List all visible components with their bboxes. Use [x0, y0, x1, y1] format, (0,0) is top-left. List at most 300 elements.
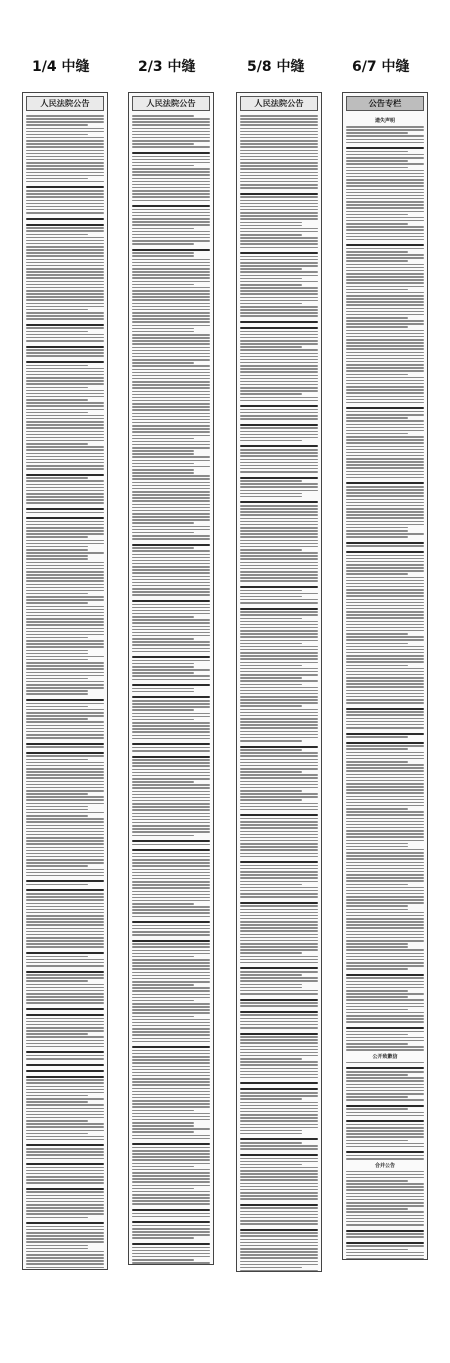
- text-line: [132, 190, 210, 192]
- text-line: [26, 237, 104, 239]
- text-line: [240, 1111, 318, 1113]
- text-line: [346, 204, 424, 206]
- text-line: [346, 774, 424, 776]
- gutter-strip-5-8: [236, 92, 322, 1272]
- text-line: [240, 459, 318, 461]
- text-line: [346, 1112, 424, 1114]
- text-line: [26, 134, 88, 136]
- text-line: [132, 516, 210, 518]
- column-title-4: 6/7 中缝: [352, 59, 410, 75]
- text-line: [132, 791, 210, 793]
- text-line: [346, 236, 424, 238]
- text-line: [240, 1239, 318, 1241]
- text-line: [132, 925, 210, 927]
- strip-header: 人民法院公告: [26, 96, 104, 111]
- text-line: [26, 1226, 104, 1228]
- text-line: [346, 367, 424, 369]
- text-line: [346, 1077, 424, 1079]
- text-line: [26, 309, 88, 311]
- text-line: [240, 715, 318, 717]
- text-line: [346, 896, 424, 898]
- text-line: [132, 703, 210, 705]
- text-line: [132, 532, 194, 534]
- text-line: [132, 762, 210, 764]
- text-line: [26, 1245, 88, 1247]
- text-line: [132, 134, 210, 136]
- text-line: [346, 1130, 424, 1132]
- text-line: [346, 1120, 424, 1122]
- text-line: [26, 405, 104, 407]
- text-line: [240, 861, 318, 863]
- text-line: [26, 709, 104, 711]
- text-line: [26, 728, 104, 730]
- text-line: [240, 327, 318, 329]
- text-line: [240, 1049, 318, 1051]
- text-line: [132, 224, 210, 226]
- text-line: [26, 178, 88, 180]
- text-line: [132, 894, 210, 896]
- text-line: [346, 1183, 424, 1185]
- text-line: [346, 686, 424, 688]
- text-line: [26, 662, 104, 664]
- text-line: [346, 311, 424, 313]
- text-line: [26, 1232, 104, 1234]
- text-line: [346, 1205, 424, 1207]
- text-line: [132, 1009, 210, 1011]
- text-line: [26, 306, 104, 308]
- text-line: [26, 387, 88, 389]
- text-line: [240, 596, 302, 598]
- text-line: [346, 595, 424, 597]
- text-line: [240, 724, 318, 726]
- text-line: [26, 299, 104, 301]
- text-line: [132, 965, 210, 967]
- text-line: [346, 589, 424, 591]
- text-line: [240, 1167, 318, 1169]
- text-line: [26, 1154, 104, 1156]
- text-line: [240, 737, 318, 739]
- text-line: [346, 239, 424, 241]
- text-line: [240, 912, 318, 914]
- text-line: [346, 298, 424, 300]
- text-line: [346, 407, 424, 409]
- text-line: [346, 733, 424, 735]
- text-line: [26, 1257, 104, 1259]
- text-line: [26, 1104, 104, 1106]
- text-line: [240, 821, 318, 823]
- text-line: [346, 399, 424, 401]
- text-line: [346, 1249, 408, 1251]
- text-line: [132, 688, 194, 690]
- text-line: [132, 735, 210, 737]
- text-line: [240, 268, 302, 270]
- text-line: [346, 721, 424, 723]
- text-line: [346, 527, 408, 529]
- text-line: [346, 542, 424, 544]
- text-line: [132, 1062, 210, 1064]
- text-line: [132, 844, 210, 846]
- text-line: [346, 561, 424, 563]
- text-line: [132, 309, 210, 311]
- text-line: [240, 375, 318, 377]
- text-line: [132, 196, 210, 198]
- text-line: [132, 321, 210, 323]
- text-line: [26, 825, 104, 827]
- text-line: [26, 437, 104, 439]
- text-line: [132, 325, 210, 327]
- text-line: [240, 209, 318, 211]
- text-line: [132, 200, 210, 202]
- text-line: [346, 226, 424, 228]
- text-line: [346, 977, 424, 979]
- text-line: [132, 184, 210, 186]
- text-line: [240, 212, 318, 214]
- text-line: [346, 968, 408, 970]
- text-line: [346, 868, 424, 870]
- text-line: [240, 540, 318, 542]
- text-line: [346, 764, 424, 766]
- text-line: [346, 1242, 424, 1244]
- text-line: [240, 1242, 318, 1244]
- text-line: [132, 397, 210, 399]
- text-line: [240, 1207, 318, 1209]
- text-line: [132, 406, 210, 408]
- text-line: [346, 320, 424, 322]
- text-line: [346, 420, 424, 422]
- text-line: [240, 390, 318, 392]
- text-line: [26, 390, 104, 392]
- text-line: [346, 355, 424, 357]
- text-line: [132, 900, 210, 902]
- text-line: [240, 1198, 318, 1200]
- text-line: [132, 1213, 210, 1215]
- text-line: [346, 1027, 424, 1029]
- text-line: [346, 921, 424, 923]
- text-line: [132, 972, 210, 974]
- text-line: [132, 750, 210, 752]
- text-line: [132, 626, 210, 628]
- text-line: [346, 505, 424, 507]
- text-line: [132, 419, 210, 421]
- text-line: [346, 974, 424, 976]
- text-line: [132, 1084, 210, 1086]
- gutter-strip-1-4: [22, 92, 108, 1270]
- text-line: [240, 356, 318, 358]
- text-line: [346, 1021, 424, 1023]
- text-line: [132, 535, 210, 537]
- text-line: [240, 853, 318, 855]
- text-line: [240, 143, 318, 145]
- text-line: [132, 1097, 210, 1099]
- text-line: [26, 656, 104, 658]
- text-line: [132, 140, 210, 142]
- text-line: [240, 331, 318, 333]
- text-line: [26, 1008, 104, 1010]
- text-line: [132, 700, 210, 702]
- text-line: [346, 748, 408, 750]
- text-line: [26, 912, 104, 914]
- text-line: [240, 1145, 318, 1147]
- text-line: [132, 228, 194, 230]
- text-line: [132, 1228, 210, 1230]
- strip-header: 人民法院公告: [240, 96, 318, 111]
- text-line: [132, 303, 210, 305]
- text-line: [346, 580, 424, 582]
- text-line: [132, 825, 210, 827]
- text-line: [26, 1082, 104, 1084]
- text-line: [26, 815, 88, 817]
- text-line: [132, 756, 210, 758]
- text-line: [26, 762, 104, 764]
- text-line: [132, 205, 210, 207]
- text-line: [26, 1120, 88, 1122]
- text-line: [240, 293, 318, 295]
- text-line: [132, 591, 210, 593]
- text-line: [26, 1046, 104, 1048]
- text-line: [240, 243, 318, 245]
- text-line: [26, 1163, 104, 1165]
- text-line: [26, 318, 104, 320]
- text-line: [346, 621, 424, 623]
- text-line: [132, 115, 194, 117]
- text-line: [240, 849, 318, 851]
- text-line: [240, 1027, 318, 1029]
- text-line: [240, 118, 318, 120]
- text-line: [26, 1117, 104, 1119]
- text-line: [26, 487, 104, 489]
- text-line: [132, 778, 210, 780]
- text-line: [346, 843, 408, 845]
- text-line: [26, 331, 88, 333]
- section-heading-apology: 公开致歉信: [372, 1053, 398, 1060]
- text-line: [240, 159, 318, 161]
- text-line: [240, 134, 318, 136]
- text-line: [132, 1028, 210, 1030]
- text-line: [132, 529, 210, 531]
- text-line: [132, 510, 210, 512]
- text-line: [240, 455, 318, 457]
- text-line: [26, 646, 104, 648]
- text-line: [346, 711, 424, 713]
- text-line: [240, 677, 302, 679]
- text-line: [26, 618, 104, 620]
- text-line: [346, 1236, 424, 1238]
- text-line: [132, 488, 210, 490]
- text-line: [346, 304, 424, 306]
- text-line: [240, 967, 318, 969]
- text-line: [346, 758, 424, 760]
- text-line: [132, 875, 210, 877]
- text-line: [26, 524, 104, 526]
- text-line: [240, 799, 302, 801]
- text-line: [132, 174, 210, 176]
- text-line: [132, 131, 210, 133]
- text-line: [132, 375, 210, 377]
- text-line: [26, 1040, 104, 1042]
- text-line: [132, 450, 194, 452]
- text-line: [132, 738, 210, 740]
- text-line: [240, 731, 318, 733]
- text-line: [346, 1199, 424, 1201]
- text-line: [240, 1077, 318, 1079]
- text-line: [346, 770, 424, 772]
- text-line: [26, 725, 104, 727]
- text-line: [346, 1031, 424, 1033]
- text-line: [240, 1186, 318, 1188]
- text-line: [240, 705, 302, 707]
- text-line: [346, 301, 424, 303]
- text-line: [240, 237, 318, 239]
- strip-header: 公告专栏: [346, 96, 424, 111]
- text-line: [26, 1251, 104, 1253]
- text-line: [346, 564, 424, 566]
- text-line: [346, 927, 424, 929]
- text-line: [132, 1050, 210, 1052]
- text-line: [26, 490, 104, 492]
- text-line: [240, 262, 318, 264]
- text-line: [346, 192, 424, 194]
- text-line: [346, 824, 424, 826]
- text-line: [26, 1217, 88, 1219]
- text-line: [132, 666, 194, 668]
- text-line: [346, 727, 424, 729]
- text-line: [346, 665, 408, 667]
- text-line: [240, 1220, 318, 1222]
- text-line: [346, 849, 424, 851]
- text-line: [346, 1208, 408, 1210]
- text-line: [132, 1163, 210, 1165]
- text-line: [240, 627, 318, 629]
- text-line: [240, 674, 318, 676]
- text-line: [240, 218, 318, 220]
- text-line: [240, 643, 302, 645]
- text-line: [26, 274, 104, 276]
- text-line: [26, 915, 104, 917]
- text-line: [240, 571, 318, 573]
- text-line: [346, 257, 424, 259]
- text-line: [26, 1123, 104, 1125]
- text-line: [26, 287, 104, 289]
- text-line: [240, 168, 318, 170]
- text-line: [240, 1021, 318, 1023]
- text-line: [26, 612, 104, 614]
- text-line: [26, 899, 104, 901]
- text-line: [132, 156, 210, 158]
- text-line: [26, 1036, 104, 1038]
- text-line: [240, 200, 318, 202]
- text-line: [240, 987, 302, 989]
- text-line: [240, 1154, 318, 1156]
- text-line: [26, 424, 104, 426]
- text-line: [132, 588, 210, 590]
- text-line: [26, 128, 104, 130]
- text-line: [26, 399, 88, 401]
- text-line: [26, 596, 104, 598]
- text-line: [240, 115, 318, 117]
- text-line: [346, 558, 424, 560]
- text-line: [240, 465, 318, 467]
- text-line: [346, 189, 424, 191]
- text-line: [240, 740, 302, 742]
- text-line: [346, 474, 424, 476]
- text-line: [240, 649, 318, 651]
- text-line: [132, 1243, 210, 1245]
- text-line: [26, 303, 104, 305]
- text-line: [240, 415, 318, 417]
- text-line: [26, 755, 104, 757]
- text-line: [346, 918, 424, 920]
- text-line: [26, 290, 104, 292]
- text-line: [26, 459, 104, 461]
- text-line: [240, 387, 318, 389]
- text-line: [26, 1198, 104, 1200]
- text-line: [346, 931, 424, 933]
- text-line: [132, 994, 210, 996]
- text-line: [240, 449, 318, 451]
- text-line: [346, 1062, 424, 1064]
- text-line: [240, 222, 302, 224]
- text-line: [132, 159, 210, 161]
- text-line: [240, 471, 318, 473]
- text-line: [132, 400, 210, 402]
- text-line: [240, 949, 318, 951]
- text-line: [26, 546, 88, 548]
- text-line: [240, 1257, 318, 1259]
- text-line: [240, 1117, 318, 1119]
- text-line: [132, 1100, 210, 1102]
- text-line: [26, 1024, 104, 1026]
- text-line: [240, 521, 318, 523]
- text-line: [240, 483, 318, 485]
- text-line: [346, 157, 424, 159]
- text-line: [26, 499, 104, 501]
- text-line: [240, 921, 318, 923]
- text-line: [26, 977, 104, 979]
- text-line: [26, 828, 104, 830]
- text-line: [26, 584, 104, 586]
- text-line: [346, 714, 424, 716]
- text-line: [26, 1263, 104, 1265]
- text-line: [346, 1090, 424, 1092]
- text-line: [240, 146, 318, 148]
- text-line: [240, 381, 318, 383]
- text-line: [26, 140, 104, 142]
- text-line: [132, 1025, 210, 1027]
- text-line: [240, 930, 318, 932]
- text-line: [132, 337, 210, 339]
- text-line: [346, 380, 424, 382]
- gutter-strip-2-3: [128, 92, 214, 1265]
- text-line: [26, 1027, 104, 1029]
- text-line: [132, 435, 210, 437]
- text-line: [26, 259, 104, 261]
- text-line: [240, 175, 318, 177]
- text-line: [132, 1166, 194, 1168]
- text-line: [346, 424, 424, 426]
- text-line: [240, 680, 318, 682]
- text-line: [132, 675, 210, 677]
- text-line: [26, 115, 104, 117]
- text-line: [132, 547, 194, 549]
- text-line: [240, 868, 318, 870]
- text-line: [132, 803, 210, 805]
- text-line: [132, 526, 210, 528]
- text-line: [240, 1173, 318, 1175]
- text-line: [346, 627, 424, 629]
- text-line: [132, 797, 210, 799]
- text-line: [240, 514, 318, 516]
- text-line: [26, 508, 104, 510]
